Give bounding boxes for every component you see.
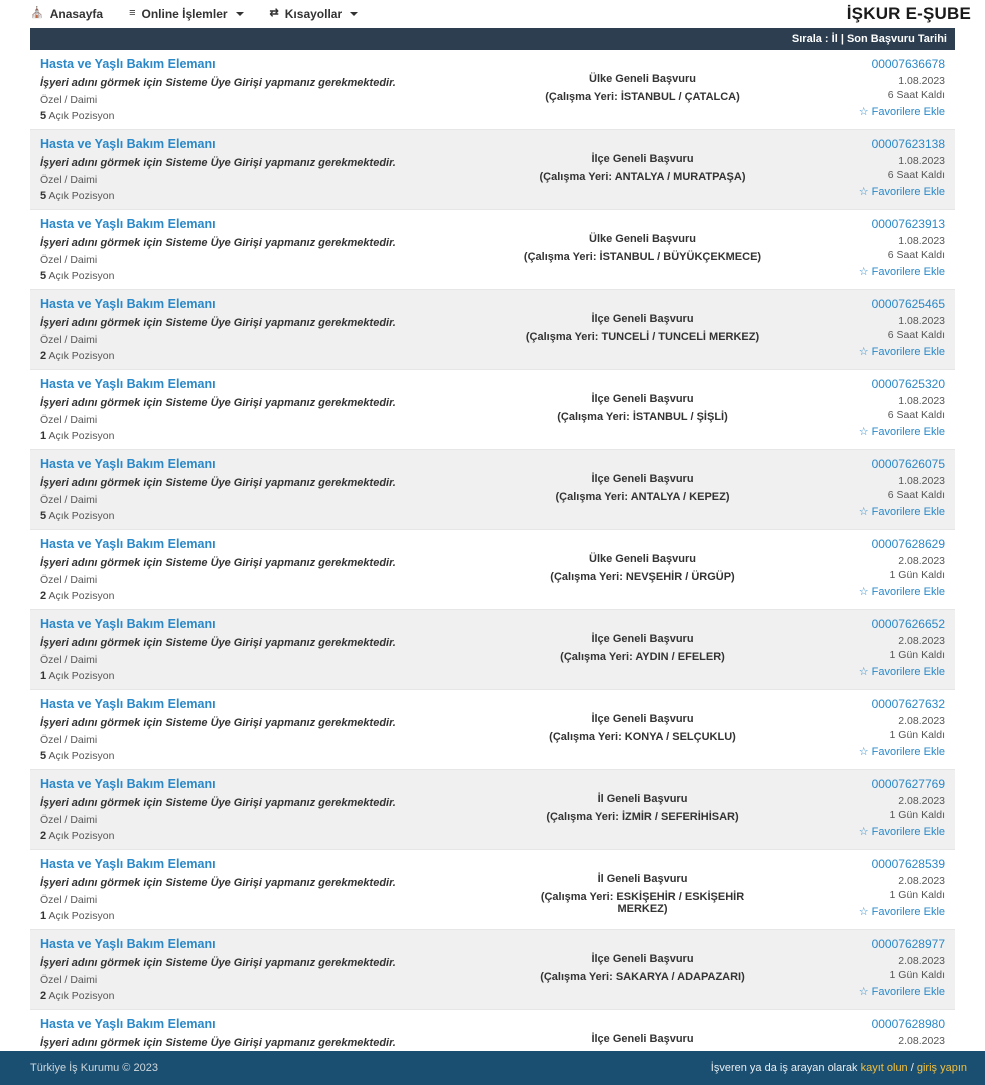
reference-number[interactable]: 00007625320 [871,377,945,391]
open-positions-label: Açık Pozisyon [48,430,115,442]
listing-main [38,617,518,682]
job-type: Özel / Daimi [40,894,98,906]
job-type: Özel / Daimi [40,494,98,506]
add-to-favorites-button[interactable] [767,505,945,518]
job-title-link[interactable]: Hasta ve Yaşlı Bakım Elemanı [40,57,216,71]
footer-copyright: Türkiye İş Kurumu © 2023 [30,1062,158,1074]
listing-meta [767,377,947,442]
listing-scope [518,857,767,922]
listing-main [38,457,518,522]
open-positions-count: 5 [40,110,47,122]
open-positions [40,110,518,122]
star-icon: ☆ [858,986,869,998]
workplace-location: (Çalışma Yeri: ANTALYA / KEPEZ) [555,491,730,503]
listing-main [38,777,518,842]
time-remaining: 1 Gün Kaldı [889,809,945,821]
job-type: Özel / Daimi [40,814,98,826]
membership-note: İşyeri adını görmek için Sisteme Üye Girişi yapmanız gerekmektedir. [40,157,396,169]
nav-items [30,7,358,21]
deadline-date: 1.08.2023 [898,155,945,167]
chevron-down-icon [236,12,244,16]
job-type: Özel / Daimi [40,574,98,586]
workplace-location: (Çalışma Yeri: İZMİR / SEFERİHİSAR) [546,811,739,823]
open-positions-count: 1 [40,910,47,922]
sort-bar[interactable] [30,28,955,50]
open-positions-label: Açık Pozisyon [48,270,115,282]
job-listings [30,50,955,1085]
nav-item-online-islemler[interactable] [129,7,243,21]
job-type: Özel / Daimi [40,94,98,106]
application-scope: Ülke Geneli Başvuru [589,553,696,565]
open-positions [40,190,518,202]
listing-main [38,937,518,1002]
workplace-location: (Çalışma Yeri: ANTALYA / MURATPAŞA) [539,171,746,183]
workplace-location: (Çalışma Yeri: TUNCELİ / TUNCELİ MERKEZ) [525,331,760,343]
time-remaining: 6 Saat Kaldı [887,409,945,421]
add-to-favorites-button[interactable] [767,825,945,838]
open-positions [40,350,518,362]
register-link[interactable]: kayıt olun [860,1062,908,1074]
listing-main [38,377,518,442]
open-positions [40,270,518,282]
footer-separator: / [907,1062,917,1074]
deadline-date: 1.08.2023 [898,235,945,247]
workplace-location: (Çalışma Yeri: AYDIN / EFELER) [560,651,725,663]
open-positions-count: 2 [40,830,47,842]
listing-main [38,697,518,762]
membership-note: İşyeri adını görmek için Sisteme Üye Girişi yapmanız gerekmektedir. [40,797,396,809]
open-positions [40,750,518,762]
star-icon: ☆ [858,506,869,518]
add-to-favorites-label: Favorilere Ekle [871,986,945,998]
listing-meta [767,57,947,122]
reference-number[interactable]: 00007623138 [871,137,945,151]
job-title-link[interactable]: Hasta ve Yaşlı Bakım Elemanı [40,1017,216,1031]
star-icon: ☆ [858,186,869,198]
add-to-favorites-label: Favorilere Ekle [871,906,945,918]
job-title-link[interactable]: Hasta ve Yaşlı Bakım Elemanı [40,777,216,791]
application-scope: Ülke Geneli Başvuru [589,73,696,85]
listing-meta [767,777,947,842]
listing-scope [518,937,767,1002]
membership-note: İşyeri adını görmek için Sisteme Üye Girişi yapmanız gerekmektedir. [40,557,396,569]
listing-main [38,537,518,602]
reference-number[interactable]: 00007627632 [871,697,945,711]
listing-meta [767,537,947,602]
open-positions-count: 2 [40,990,47,1002]
add-to-favorites-label: Favorilere Ekle [871,506,945,518]
listing-meta [767,617,947,682]
listing-meta [767,697,947,762]
job-type: Özel / Daimi [40,974,98,986]
reference-number[interactable]: 00007623913 [871,217,945,231]
listing-scope [518,617,767,682]
application-scope: İl Geneli Başvuru [597,793,688,805]
time-remaining: 1 Gün Kaldı [889,889,945,901]
add-to-favorites-button[interactable] [767,425,945,438]
time-remaining: 1 Gün Kaldı [889,729,945,741]
listing-meta [767,297,947,362]
job-listing-row[interactable] [30,450,955,530]
listing-scope [518,297,767,362]
time-remaining: 1 Gün Kaldı [889,569,945,581]
nav-item-label: Online İşlemler [141,6,228,21]
sort-bar-label: Sırala : İl | Son Başvuru Tarihi [791,33,947,45]
workplace-location: (Çalışma Yeri: NEVŞEHİR / ÜRGÜP) [550,571,735,583]
open-positions-label: Açık Pozisyon [48,670,115,682]
add-to-favorites-label: Favorilere Ekle [871,186,945,198]
membership-note: İşyeri adını görmek için Sisteme Üye Girişi yapmanız gerekmektedir. [40,877,396,889]
time-remaining: 6 Saat Kaldı [887,169,945,181]
star-icon: ☆ [858,106,869,118]
time-remaining: 6 Saat Kaldı [887,89,945,101]
listing-scope [518,537,767,602]
listing-meta [767,457,947,522]
workplace-location: (Çalışma Yeri: İSTANBUL / ÇATALCA) [545,91,740,103]
nav-item-label: Anasayfa [49,6,104,21]
open-positions [40,910,518,922]
workplace-location: (Çalışma Yeri: SAKARYA / ADAPAZARI) [540,971,745,983]
open-positions-count: 5 [40,510,47,522]
job-listing-row[interactable] [30,130,955,210]
add-to-favorites-label: Favorilere Ekle [871,666,945,678]
time-remaining: 1 Gün Kaldı [889,649,945,661]
open-positions-label: Açık Pozisyon [48,910,115,922]
reference-number[interactable]: 00007628977 [871,937,945,951]
shuffle-icon: ⇄ [269,7,279,19]
time-remaining: 6 Saat Kaldı [887,249,945,261]
application-scope: İlçe Geneli Başvuru [591,713,694,725]
job-type: Özel / Daimi [40,254,98,266]
listing-scope [518,217,767,282]
job-title-link[interactable]: Hasta ve Yaşlı Bakım Elemanı [40,617,216,631]
job-title-link[interactable]: Hasta ve Yaşlı Bakım Elemanı [40,537,216,551]
star-icon: ☆ [858,426,869,438]
add-to-favorites-button[interactable] [767,105,945,118]
job-title-link[interactable]: Hasta ve Yaşlı Bakım Elemanı [40,857,216,871]
open-positions-label: Açık Pozisyon [48,590,115,602]
reference-number[interactable]: 00007627769 [871,777,945,791]
open-positions-label: Açık Pozisyon [48,110,115,122]
reference-number[interactable]: 00007626652 [871,617,945,631]
listing-main [38,57,518,122]
open-positions-count: 5 [40,270,47,282]
job-listing-row[interactable] [30,530,955,610]
open-positions-label: Açık Pozisyon [48,350,115,362]
open-positions-label: Açık Pozisyon [48,190,115,202]
membership-note: İşyeri adını görmek için Sisteme Üye Girişi yapmanız gerekmektedir. [40,717,396,729]
application-scope: Ülke Geneli Başvuru [589,233,696,245]
membership-note: İşyeri adını görmek için Sisteme Üye Girişi yapmanız gerekmektedir. [40,957,396,969]
add-to-favorites-label: Favorilere Ekle [871,826,945,838]
listing-main [38,297,518,362]
job-title-link[interactable]: Hasta ve Yaşlı Bakım Elemanı [40,697,216,711]
open-positions-count: 5 [40,190,47,202]
reference-number[interactable]: 00007636678 [871,57,945,71]
add-to-favorites-label: Favorilere Ekle [871,266,945,278]
add-to-favorites-button[interactable] [767,745,945,758]
add-to-favorites-button[interactable] [767,265,945,278]
workplace-location: (Çalışma Yeri: İSTANBUL / BÜYÜKÇEKMECE) [523,251,762,263]
job-listing-row[interactable] [30,690,955,770]
add-to-favorites-button[interactable] [767,345,945,358]
membership-note: İşyeri adını görmek için Sisteme Üye Girişi yapmanız gerekmektedir. [40,477,396,489]
footer-auth [711,1062,967,1074]
star-icon: ☆ [858,826,869,838]
deadline-date: 1.08.2023 [898,75,945,87]
membership-note: İşyeri adını görmek için Sisteme Üye Girişi yapmanız gerekmektedir. [40,317,396,329]
job-listing-row[interactable] [30,850,955,930]
add-to-favorites-button[interactable] [767,665,945,678]
deadline-date: 2.08.2023 [898,555,945,567]
job-listing-row[interactable] [30,210,955,290]
job-type: Özel / Daimi [40,654,98,666]
application-scope: İlçe Geneli Başvuru [591,1033,694,1045]
reference-number[interactable]: 00007628629 [871,537,945,551]
open-positions [40,590,518,602]
open-positions-count: 1 [40,430,47,442]
deadline-date: 2.08.2023 [898,955,945,967]
application-scope: İlçe Geneli Başvuru [591,313,694,325]
membership-note: İşyeri adını görmek için Sisteme Üye Girişi yapmanız gerekmektedir. [40,637,396,649]
job-listing-row[interactable] [30,610,955,690]
reference-number[interactable]: 00007628980 [871,1017,945,1031]
job-listing-row[interactable] [30,50,955,130]
add-to-favorites-button[interactable] [767,905,945,918]
deadline-date: 2.08.2023 [898,635,945,647]
open-positions-count: 5 [40,750,47,762]
deadline-date: 2.08.2023 [898,715,945,727]
home-icon: ⛪ [30,7,44,19]
add-to-favorites-label: Favorilere Ekle [871,426,945,438]
add-to-favorites-label: Favorilere Ekle [871,346,945,358]
footer-auth-prefix: İşveren ya da iş arayan olarak [710,1062,861,1074]
job-title-link[interactable]: Hasta ve Yaşlı Bakım Elemanı [40,137,216,151]
job-listing-row[interactable] [30,930,955,1010]
application-scope: İlçe Geneli Başvuru [591,633,694,645]
nav-item-kisayollar[interactable] [270,7,359,21]
open-positions [40,830,518,842]
nav-item-label: Kısayollar [284,6,343,21]
reference-number[interactable]: 00007626075 [871,457,945,471]
add-to-favorites-button[interactable] [767,985,945,998]
job-type: Özel / Daimi [40,734,98,746]
job-title-link[interactable]: Hasta ve Yaşlı Bakım Elemanı [40,217,216,231]
membership-note: İşyeri adını görmek için Sisteme Üye Girişi yapmanız gerekmektedir. [40,237,396,249]
application-scope: İlçe Geneli Başvuru [591,473,694,485]
job-listing-row[interactable] [30,290,955,370]
application-scope: İl Geneli Başvuru [597,873,688,885]
job-title-link[interactable]: Hasta ve Yaşlı Bakım Elemanı [40,297,216,311]
open-positions-count: 1 [40,670,47,682]
time-remaining: 6 Saat Kaldı [887,489,945,501]
workplace-location: (Çalışma Yeri: İSTANBUL / ŞİŞLİ) [557,411,728,423]
deadline-date: 2.08.2023 [898,795,945,807]
main-content [0,28,985,1085]
job-listing-row[interactable] [30,370,955,450]
deadline-date: 1.08.2023 [898,395,945,407]
deadline-date: 1.08.2023 [898,475,945,487]
listing-meta [767,857,947,922]
listing-main [38,137,518,202]
add-to-favorites-button[interactable] [767,585,945,598]
add-to-favorites-label: Favorilere Ekle [871,746,945,758]
star-icon: ☆ [858,346,869,358]
job-title-link[interactable]: Hasta ve Yaşlı Bakım Elemanı [40,937,216,951]
reference-number[interactable]: 00007625465 [871,297,945,311]
listing-main [38,857,518,922]
star-icon: ☆ [858,906,869,918]
application-scope: İlçe Geneli Başvuru [591,153,694,165]
open-positions-count: 2 [40,350,47,362]
reference-number[interactable]: 00007628539 [871,857,945,871]
membership-note: İşyeri adını görmek için Sisteme Üye Girişi yapmanız gerekmektedir. [40,1037,396,1049]
time-remaining: 1 Gün Kaldı [889,969,945,981]
star-icon: ☆ [858,266,869,278]
open-positions [40,430,518,442]
open-positions [40,990,518,1002]
application-scope: İlçe Geneli Başvuru [591,393,694,405]
listing-scope [518,697,767,762]
time-remaining: 6 Saat Kaldı [887,329,945,341]
footer [0,1051,985,1085]
listing-meta [767,217,947,282]
open-positions-label: Açık Pozisyon [48,750,115,762]
membership-note: İşyeri adını görmek için Sisteme Üye Girişi yapmanız gerekmektedir. [40,77,396,89]
membership-note: İşyeri adını görmek için Sisteme Üye Girişi yapmanız gerekmektedir. [40,397,396,409]
application-scope: İlçe Geneli Başvuru [591,953,694,965]
list-icon: ≡ [129,7,136,19]
add-to-favorites-label: Favorilere Ekle [871,106,945,118]
star-icon: ☆ [858,586,869,598]
deadline-date: 1.08.2023 [898,315,945,327]
deadline-date: 2.08.2023 [898,875,945,887]
job-type: Özel / Daimi [40,334,98,346]
listing-scope [518,137,767,202]
nav-item-anasayfa[interactable] [30,7,103,21]
job-title-link[interactable]: Hasta ve Yaşlı Bakım Elemanı [40,377,216,391]
deadline-date: 2.08.2023 [898,1035,945,1047]
job-title-link[interactable]: Hasta ve Yaşlı Bakım Elemanı [40,457,216,471]
star-icon: ☆ [858,746,869,758]
job-type: Özel / Daimi [40,174,98,186]
login-link[interactable]: giriş yapın [916,1062,967,1074]
add-to-favorites-button[interactable] [767,185,945,198]
add-to-favorites-label: Favorilere Ekle [871,586,945,598]
listing-scope [518,777,767,842]
listing-main [38,217,518,282]
open-positions-count: 2 [40,590,47,602]
brand-title: İŞKUR E-ŞUBE [846,3,971,23]
listing-scope [518,57,767,122]
top-navbar [0,0,985,28]
workplace-location: (Çalışma Yeri: ESKİŞEHİR / ESKİŞEHİR MERKEZ) [540,891,745,915]
job-type: Özel / Daimi [40,414,98,426]
job-listing-row[interactable] [30,770,955,850]
workplace-location: (Çalışma Yeri: KONYA / SELÇUKLU) [549,731,736,743]
star-icon: ☆ [858,666,869,678]
open-positions-label: Açık Pozisyon [48,990,115,1002]
open-positions-label: Açık Pozisyon [48,510,115,522]
open-positions-label: Açık Pozisyon [48,830,115,842]
listing-scope [518,377,767,442]
listing-meta [767,137,947,202]
listing-scope [518,457,767,522]
chevron-down-icon [350,12,358,16]
open-positions [40,670,518,682]
listing-meta [767,937,947,1002]
open-positions [40,510,518,522]
